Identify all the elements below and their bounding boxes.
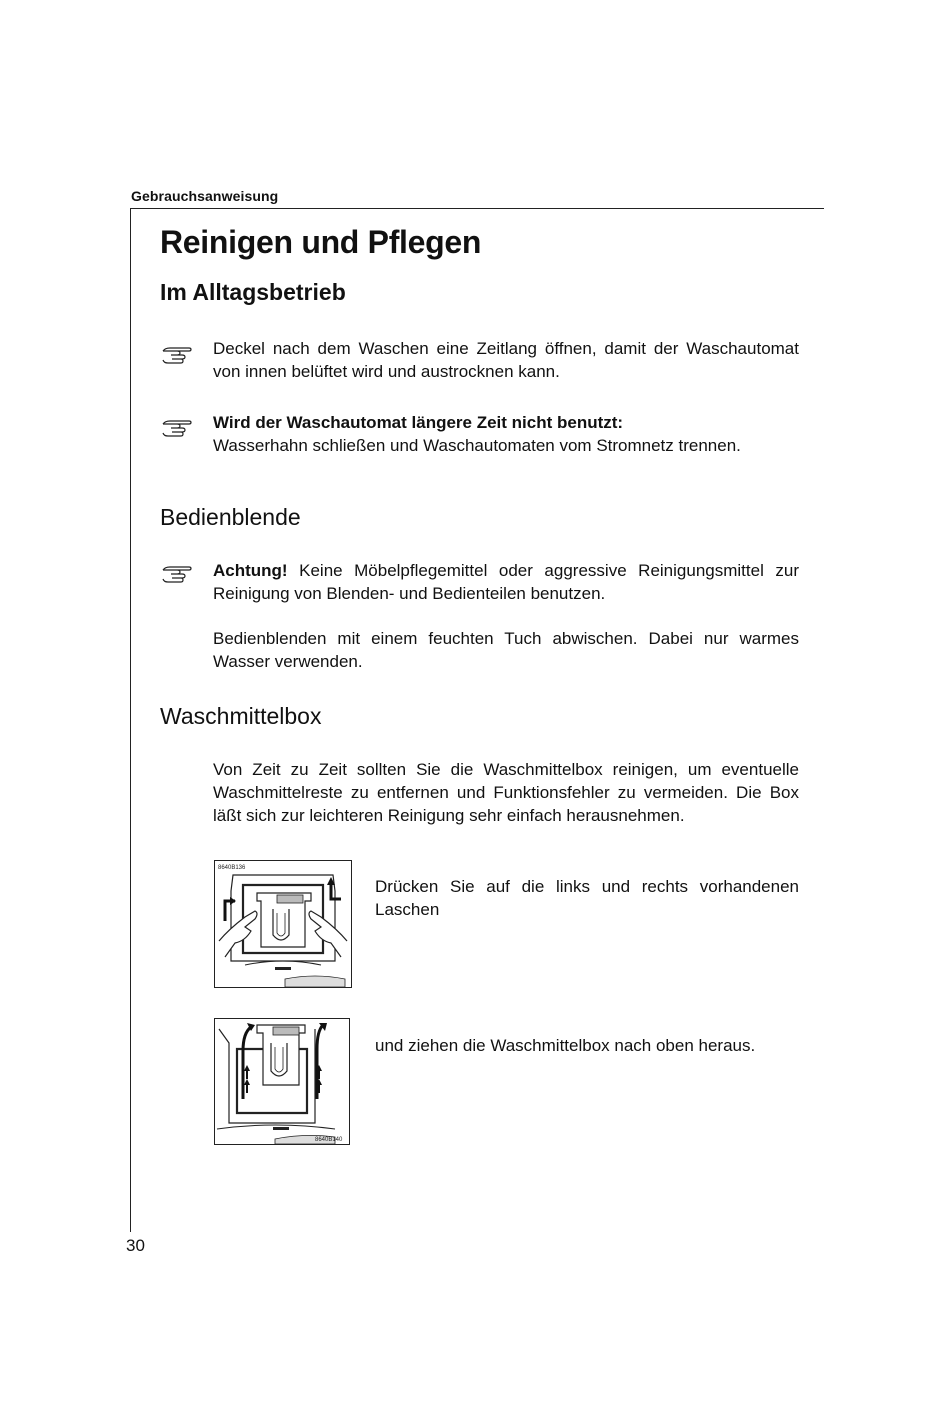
bedienblende-paragraph: Bedienblenden mit einem feuchten Tuch abwischen. Dabei nur warmes Wasser verwenden. (213, 629, 799, 671)
figure-2-caption: und ziehen die Waschmittelbox nach oben heraus. (375, 1036, 756, 1055)
detergent-box-pull-illustration (215, 1019, 349, 1144)
page-title: Reinigen und Pflegen (160, 224, 482, 260)
side-rule (130, 208, 131, 1232)
figure-press-tabs (214, 860, 352, 988)
bedienblende-warning (213, 559, 799, 605)
alltag-item-2-bold: Wird der Waschautomat längere Zeit nicht benutzt: (213, 413, 624, 432)
alltag-item-2 (213, 411, 799, 457)
figure-code: 8640B140 (315, 1137, 343, 1143)
section-heading-alltag: Im Alltagsbetrieb (160, 279, 346, 305)
figure-1-caption: Drücken Sie auf die links und rechts vorhandenen Laschen (375, 877, 799, 919)
running-header: Gebrauchsanweisung (131, 188, 279, 204)
figure-code: 8640B136 (218, 865, 246, 871)
alltag-item-1: Deckel nach dem Waschen eine Zeitlang öffnen, damit der Waschautomat von innen belüftet wird und austrocknen kann. (213, 339, 799, 381)
pointing-hand-icon (162, 562, 192, 584)
section-heading-bedienblende: Bedienblende (160, 504, 301, 530)
header-rule (131, 208, 824, 209)
page-number: 30 (126, 1236, 145, 1255)
warning-text: Keine Möbelpflegemittel oder aggressive Reinigungsmittel zur Reinigung von Blenden- und Bedienteilen benutzen. (213, 561, 799, 603)
detergent-box-press-illustration (215, 861, 351, 987)
warning-label: Achtung! (213, 561, 288, 580)
figure-pull-out (214, 1018, 350, 1145)
alltag-item-2-text: Wasserhahn schließen und Waschautomaten vom Stromnetz trennen. (213, 436, 741, 455)
section-heading-waschmittelbox: Waschmittelbox (160, 703, 322, 729)
pointing-hand-icon (162, 343, 192, 365)
waschmittelbox-paragraph: Von Zeit zu Zeit sollten Sie die Waschmittelbox reinigen, um eventuelle Waschmittelreste zu entfernen und Funktionsfehler zu vermeiden. Die Box läßt sich zur leichteren Reinigung sehr einfach herausnehmen. (213, 760, 799, 825)
pointing-hand-icon (162, 416, 192, 438)
